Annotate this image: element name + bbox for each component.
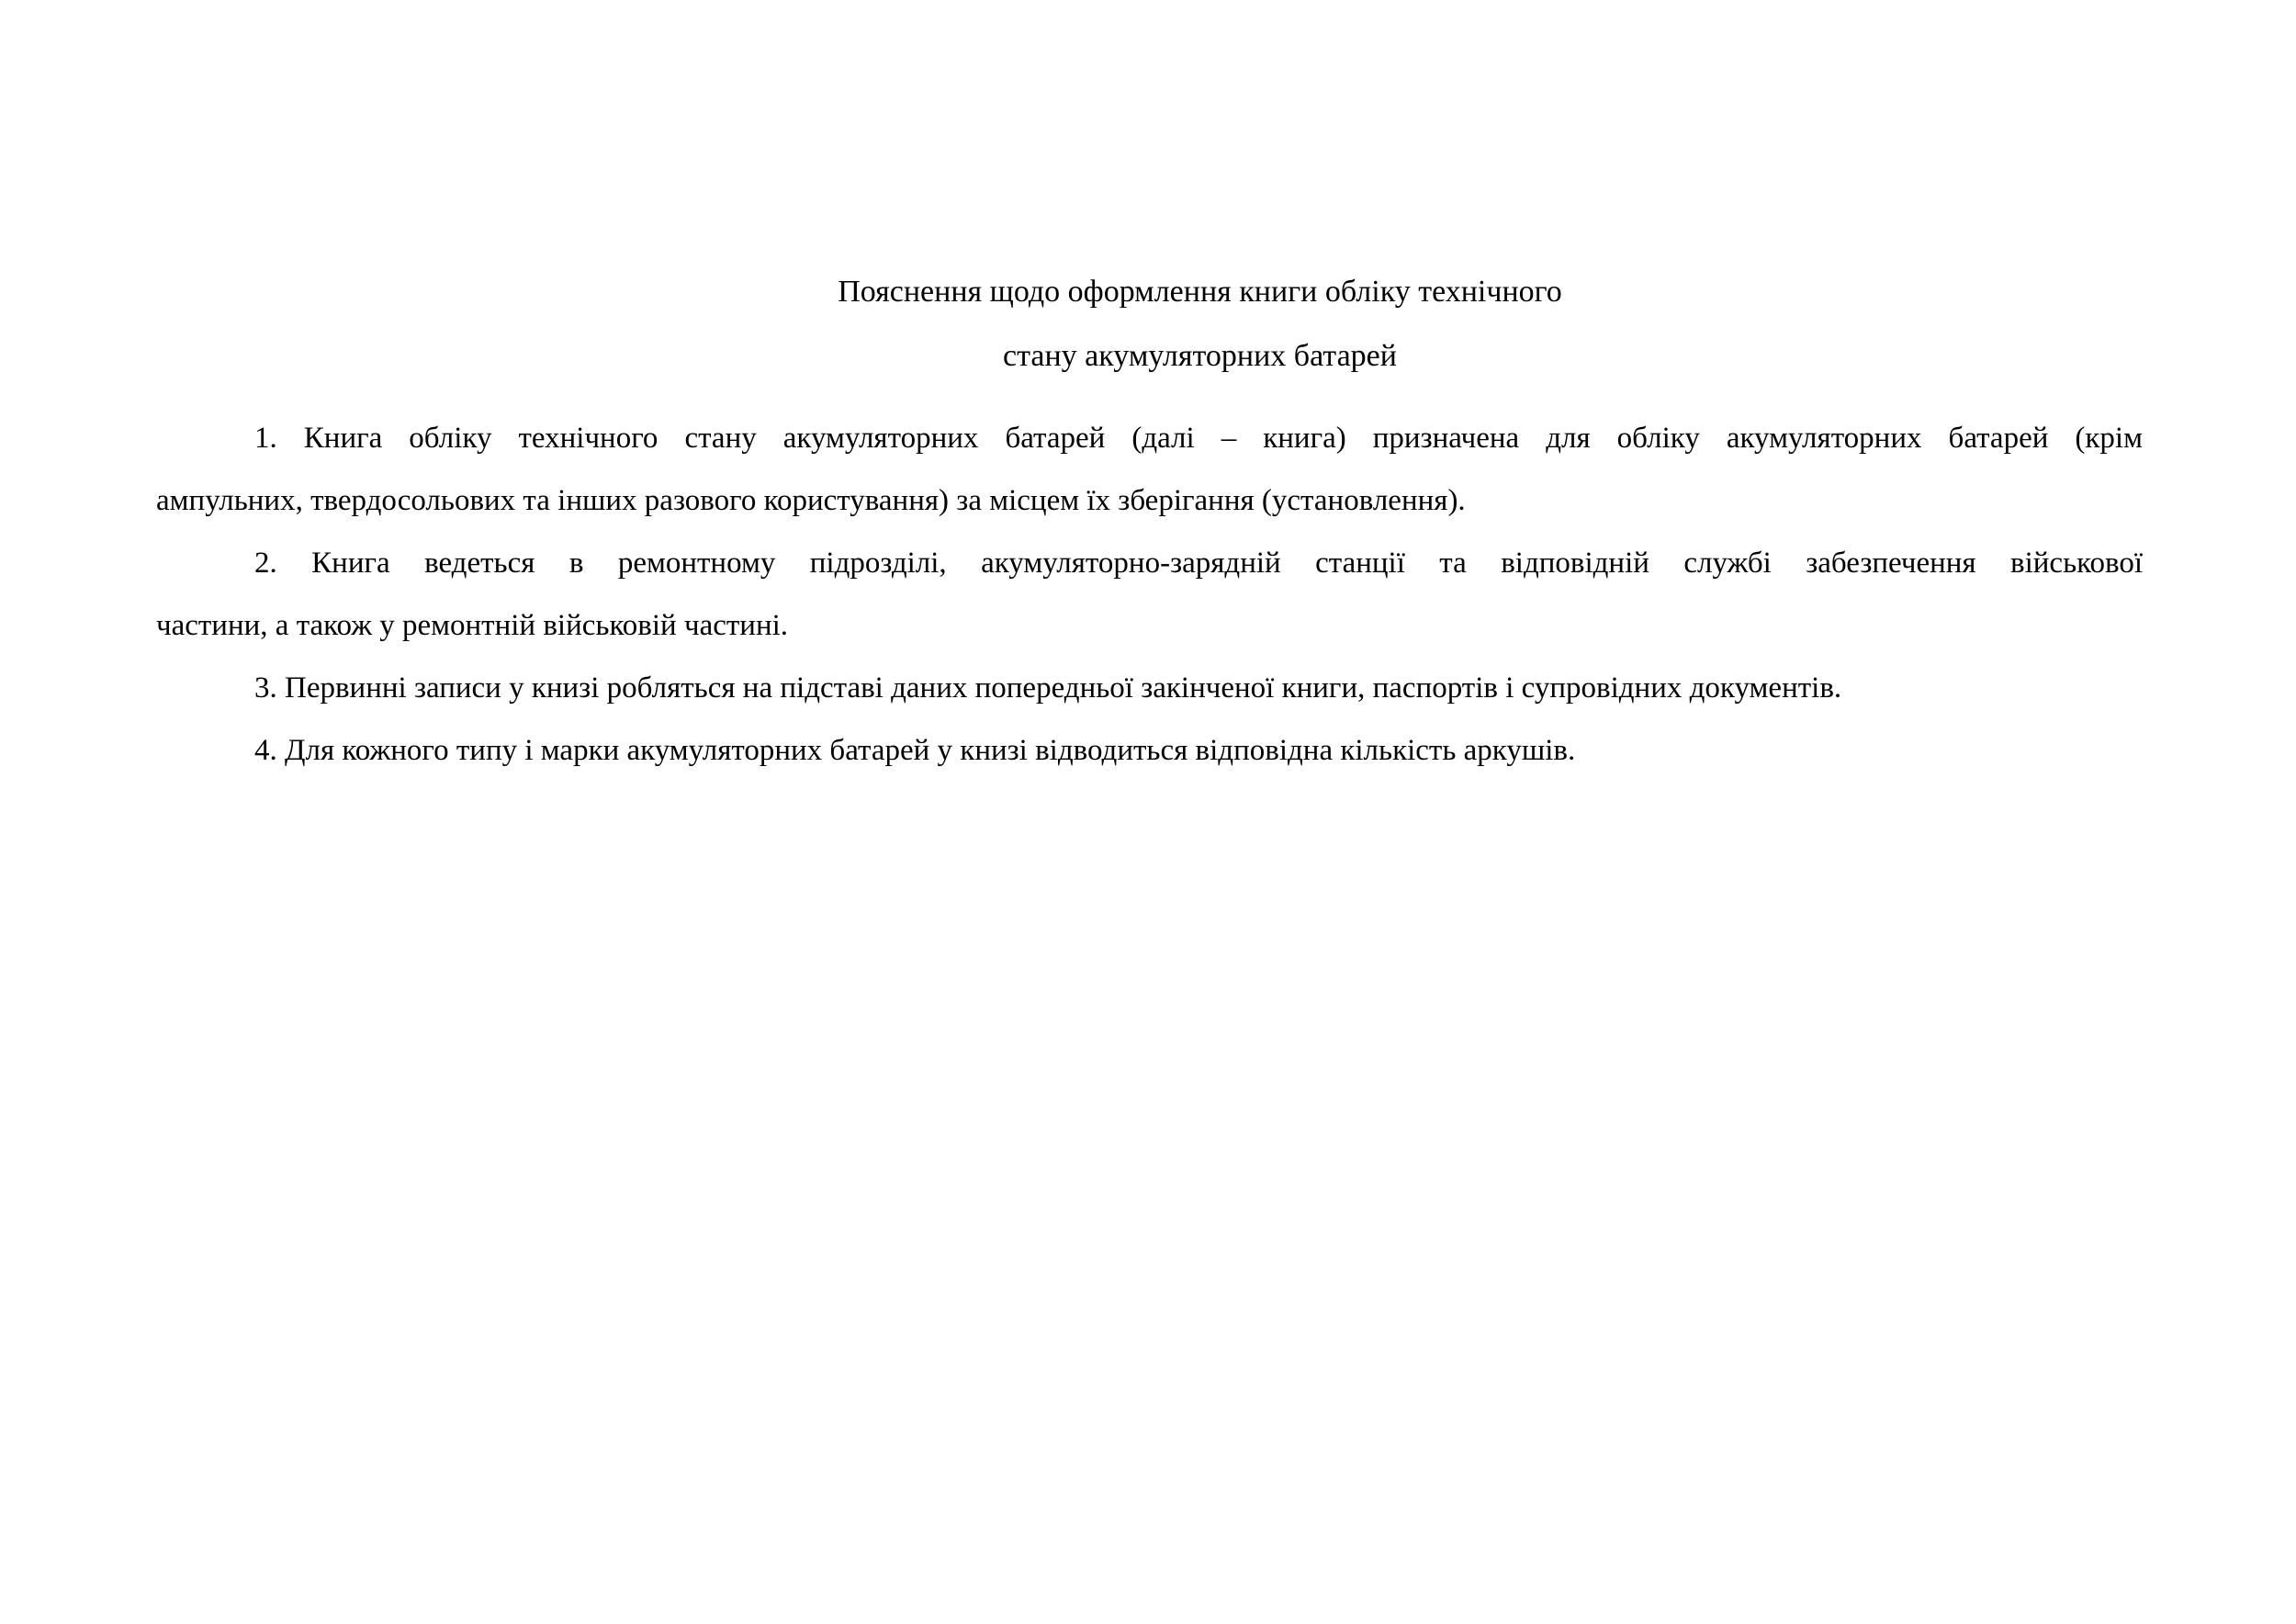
text-column <box>156 260 2143 782</box>
paragraph-4-line-1: 4. Для кожного типу і марки акумуляторних батарей у книзі відводиться відповідна кількість аркушів. <box>254 734 1576 767</box>
document-body <box>156 407 2143 782</box>
title-line-1: Пояснення щодо оформлення книги обліку технічного <box>838 275 1562 309</box>
paragraph-2-line-1: 2. Книга ведеться в ремонтному підрозділі, акумуляторно-зарядній станції та відповідній службі забезпечення військової <box>254 547 2143 580</box>
document-title <box>156 260 2143 389</box>
title-line-2: стану акумуляторних батарей <box>1003 339 1397 373</box>
paragraph-3-line-1: 3. Первинні записи у книзі робляться на підставі даних попередньої закінченої книги, паспортів і супровідних документів. <box>254 671 1842 705</box>
paragraph-1-line-1: 1. Книга обліку технічного стану акумуляторних батарей (далі – книга) призначена для обліку акумуляторних батарей (крім <box>254 422 2143 455</box>
paragraph-1-line-2: ампульних, твердосольових та інших разового користування) за місцем їх зберігання (установлення). <box>156 484 1466 517</box>
paragraph-2-line-2: частини, а також у ремонтній військовій частині. <box>156 609 789 642</box>
